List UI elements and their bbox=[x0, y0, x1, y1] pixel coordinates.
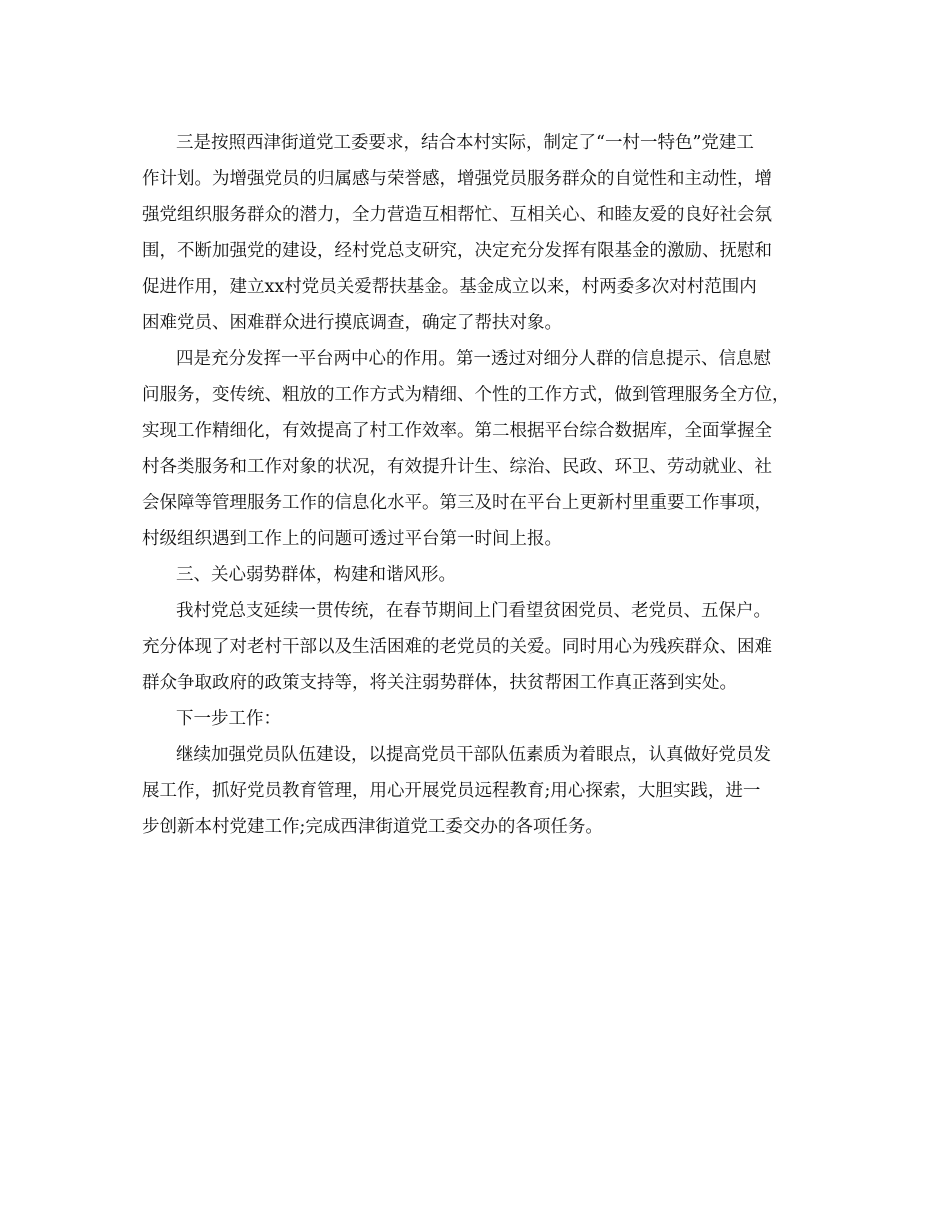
paragraph-1-line-2: 作计划。为增强党员的归属感与荣誉感，增强党员服务群众的自觉性和主动性，增 bbox=[142, 169, 772, 189]
paragraph-3-line-2: 充分体现了对老村干部以及生活困难的老党员的关爱。同时用心为残疾群众、困难 bbox=[142, 637, 772, 657]
section-heading-3: 三、关心弱势群体，构建和谐风形。 bbox=[176, 565, 456, 585]
paragraph-1-line-1: 三是按照西津街道党工委要求，结合本村实际，制定了“一村一特色”党建工 bbox=[176, 133, 754, 153]
paragraph-2-line-6: 村级组织遇到工作上的问题可透过平台第一时间上报。 bbox=[142, 529, 562, 549]
paragraph-2-line-3: 实现工作精细化，有效提高了村工作效率。第二根据平台综合数据库，全面掌握全 bbox=[142, 421, 772, 441]
paragraph-1-line-3: 强党组织服务群众的潜力，全力营造互相帮忙、互相关心、和睦友爱的良好社会氛 bbox=[142, 205, 772, 225]
paragraph-1-line-4: 围，不断加强党的建设，经村党总支研究，决定充分发挥有限基金的激励、抚慰和 bbox=[142, 241, 772, 261]
paragraph-2-line-4: 村各类服务和工作对象的状况，有效提升计生、综治、民政、环卫、劳动就业、社 bbox=[142, 457, 772, 477]
paragraph-2-line-1: 四是充分发挥一平台两中心的作用。第一透过对细分人群的信息提示、信息慰 bbox=[176, 349, 771, 369]
paragraph-3-line-1: 我村党总支延续一贯传统，在春节期间上门看望贫困党员、老党员、五保户。 bbox=[176, 601, 771, 621]
paragraph-2-line-5: 会保障等管理服务工作的信息化水平。第三及时在平台上更新村里重要工作事项， bbox=[142, 493, 772, 513]
paragraph-1-line-6: 困难党员、困难群众进行摸底调查，确定了帮扶对象。 bbox=[142, 313, 562, 333]
paragraph-3-line-3: 群众争取政府的政策支持等，将关注弱势群体，扶贫帮困工作真正落到实处。 bbox=[142, 673, 737, 693]
paragraph-2-line-2: 问服务，变传统、粗放的工作方式为精细、个性的工作方式，做到管理服务全方位， bbox=[142, 385, 790, 405]
paragraph-1-line-5: 促进作用，建立xx村党员关爱帮扶基金。基金成立以来，村两委多次对村范围内 bbox=[142, 277, 757, 297]
paragraph-4-line-3: 步创新本村党建工作;完成西津街道党工委交办的各项任务。 bbox=[142, 817, 603, 837]
paragraph-4-line-1: 继续加强党员队伍建设，以提高党员干部队伍素质为着眼点，认真做好党员发 bbox=[176, 745, 771, 765]
next-steps-heading: 下一步工作： bbox=[176, 709, 281, 729]
paragraph-4-line-2: 展工作，抓好党员教育管理，用心开展党员远程教育;用心探索，大胆实践，进一 bbox=[142, 781, 761, 801]
